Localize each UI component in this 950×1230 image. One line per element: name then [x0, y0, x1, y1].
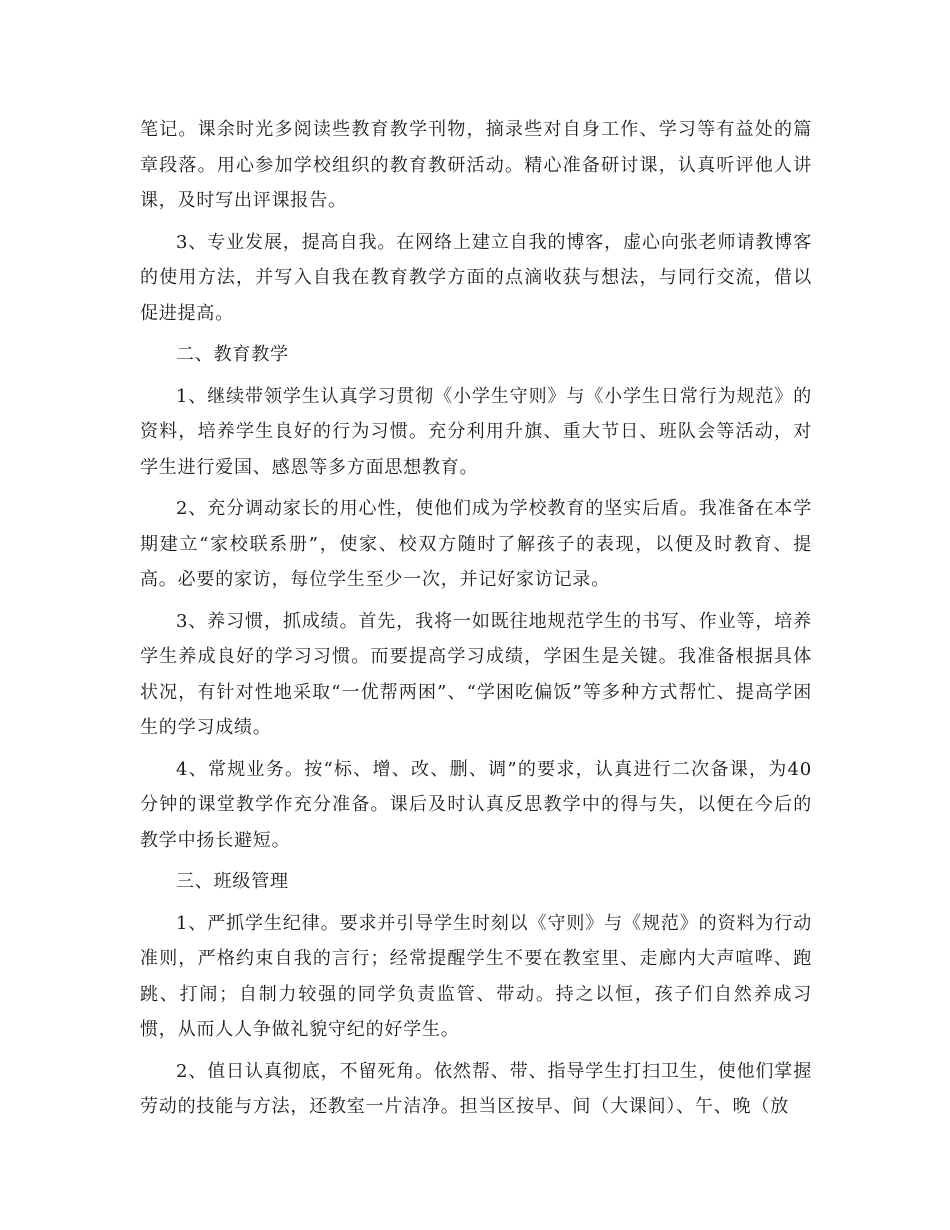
paragraph-teaching-2: 2、充分调动家长的用心性，使他们成为学校教育的坚实后盾。我准备在本学期建立“家校联系册”，使家、校双方随时了解孩子的表现，以便及时教育、提高。必要的家访，每位学生至少一次，并记好家访记录。	[140, 498, 812, 590]
paragraph-teaching-3: 3、养习惯，抓成绩。首先，我将一如既往地规范学生的书写、作业等，培养学生养成良好的学习习惯。而要提高学习成绩，学困生是关键。我准备根据具体状况，有针对性地采取“一优帮两困”、“学困吃偏饭”等多种方式帮忙、提高学困生的学习成绩。	[140, 610, 812, 738]
paragraph-notes-continuation: 笔记。课余时光多阅读些教育教学刊物，摘录些对自身工作、学习等有益处的篇章段落。用心参加学校组织的教育教研活动。精心准备研讨课，认真听评他人讲课，及时写出评课报告。	[140, 119, 812, 211]
paragraph-management-1: 1、严抓学生纪律。要求并引导学生时刻以《守则》与《规范》的资料为行动准则，严格约束自我的言行；经常提醒学生不要在教室里、走廊内大声喧哗、跑跳、打闹；自制力较强的同学负责监管、带动。持之以恒，孩子们自然养成习惯，从而人人争做礼貌守纪的好学生。	[140, 912, 812, 1040]
section-heading-class-management: 三、班级管理	[176, 871, 289, 892]
paragraph-management-2: 2、值日认真彻底，不留死角。依然帮、带、指导学生打扫卫生，使他们掌握劳动的技能与方法，还教室一片洁净。担当区按早、间（大课间）、午、晚（放	[140, 1060, 812, 1117]
paragraph-teaching-4: 4、常规业务。按“标、增、改、删、调”的要求，认真进行二次备课，为40分钟的课堂教学作充分准备。课后及时认真反思教学中的得与失，以便在今后的教学中扬长避短。	[140, 758, 812, 851]
paragraph-professional-development: 3、专业发展，提高自我。在网络上建立自我的博客，虚心向张老师请教博客的使用方法，并写入自我在教育教学方面的点滴收获与想法，与同行交流，借以促进提高。	[140, 231, 812, 324]
section-heading-teaching: 二、教育教学	[176, 344, 289, 365]
paragraph-teaching-1: 1、继续带领学生认真学习贯彻《小学生守则》与《小学生日常行为规范》的资料，培养学生良好的行为习惯。充分利用升旗、重大节日、班队会等活动，对学生进行爱国、感恩等多方面思想教育。	[140, 385, 812, 478]
document-page	[140, 112, 812, 1131]
